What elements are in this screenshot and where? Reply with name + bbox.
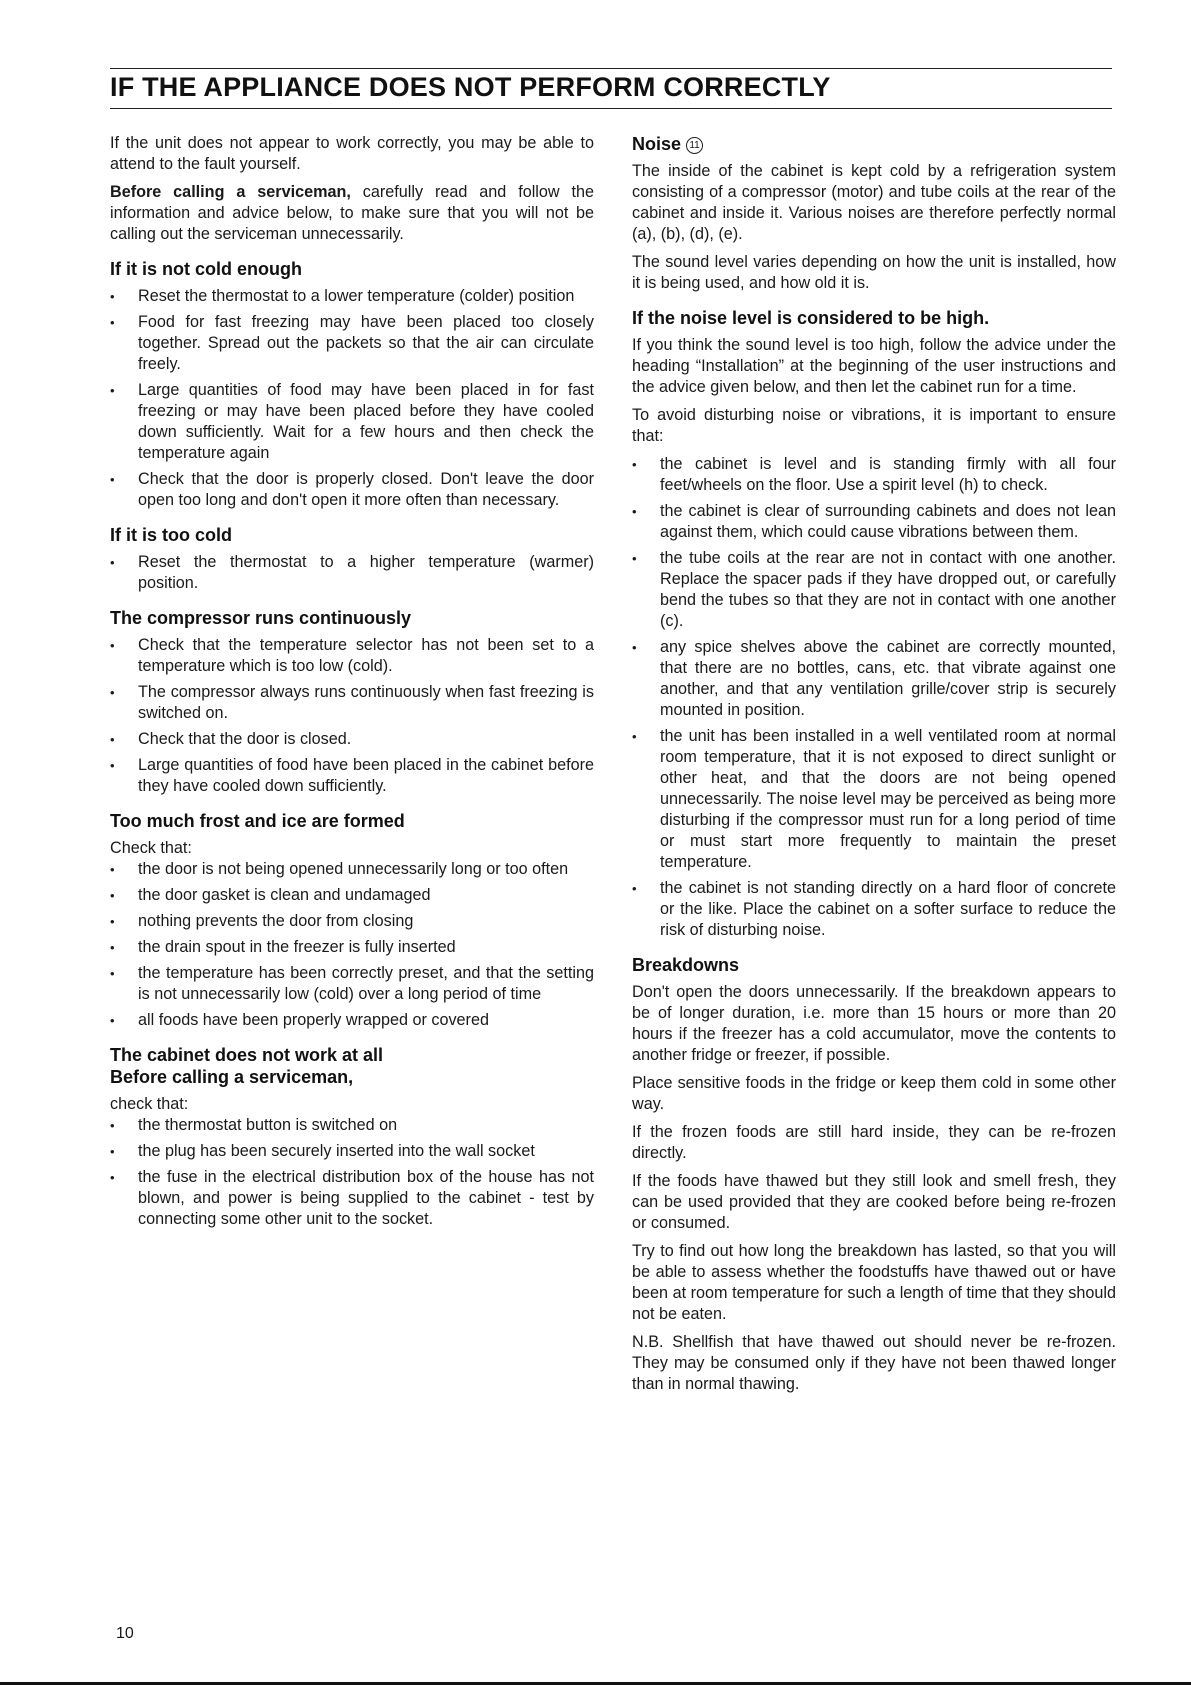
list-item: • the cabinet is clear of surrounding cabinets and does not lean against them, which could cause vibrations between them. — [632, 501, 1116, 543]
page-title: IF THE APPLIANCE DOES NOT PERFORM CORRECTLY — [110, 72, 831, 102]
check-that-label: Check that: — [110, 839, 192, 857]
breakdowns-paragraph-6: N.B. Shellfish that have thawed out should never be re-frozen. They may be consumed only if they have not been thawed longer than in normal thawing. — [632, 1333, 1116, 1393]
list-item: • Check that the door is properly closed. Don't leave the door open too long and don't open it more often than necessary. — [110, 469, 594, 511]
heading-not-cold-enough: If it is not cold enough — [110, 259, 302, 279]
heading-frost-ice: Too much frost and ice are formed — [110, 811, 405, 831]
list-item: • Reset the thermostat to a higher temperature (warmer) position. — [110, 552, 594, 594]
list-item: • Large quantities of food have been placed in the cabinet before they have cooled down sufficiently. — [110, 755, 594, 797]
title-underline — [110, 108, 1112, 109]
list-frost-ice — [110, 859, 594, 1031]
breakdowns-paragraph-4: If the foods have thawed but they still look and smell fresh, they can be used provided that they are cooked before being re-frozen or consumed. — [632, 1172, 1116, 1232]
list-item: • all foods have been properly wrapped or covered — [110, 1010, 594, 1031]
list-item: • Check that the door is closed. — [110, 729, 594, 750]
breakdowns-paragraph-5: Try to find out how long the breakdown has lasted, so that you will be able to assess whether the foodstuffs have thawed out or have been at room temperature for such a length of time that they should not be eaten. — [632, 1242, 1116, 1323]
noise-paragraph-2: The sound level varies depending on how the unit is installed, how it is being used, and how old it is. — [632, 253, 1116, 292]
list-item: • the cabinet is not standing directly on a hard floor of concrete or the like. Place the cabinet on a softer surface to reduce the risk of disturbing noise. — [632, 878, 1116, 941]
list-noise-high — [632, 454, 1116, 941]
list-item: • the unit has been installed in a well ventilated room at normal room temperature, that it is not exposed to direct sunlight or other heat, and that the doors are not being opened unnecessarily. The noise level may be perceived as being more disturbing if the compressor must run for a long period of time or must start more frequently to maintain the preset temperature. — [632, 726, 1116, 873]
heading-breakdowns: Breakdowns — [632, 955, 740, 975]
heading-noise — [632, 133, 1116, 155]
list-item: • the drain spout in the freezer is fully inserted — [110, 937, 594, 958]
list-item: • the fuse in the electrical distribution box of the house has not blown, and power is being supplied to the cabinet - test by connecting some other unit to the socket. — [110, 1167, 594, 1230]
breakdowns-paragraph-2: Place sensitive foods in the fridge or keep them cold in some other way. — [632, 1074, 1116, 1113]
list-item: • the door is not being opened unnecessarily long or too often — [110, 859, 594, 880]
heading-line-2: Before calling a serviceman, — [110, 1067, 354, 1087]
left-column — [110, 133, 594, 1236]
list-cabinet-not-working — [110, 1115, 594, 1230]
heading-compressor-runs: The compressor runs continuously — [110, 608, 412, 628]
list-too-cold — [110, 552, 594, 594]
heading-noise-high: If the noise level is considered to be high. — [632, 308, 990, 328]
heading-line-1: The cabinet does not work at all — [110, 1045, 384, 1065]
list-item: • the plug has been securely inserted into the wall socket — [110, 1141, 594, 1162]
breakdowns-paragraph-3: If the frozen foods are still hard inside, they can be re-frozen directly. — [632, 1123, 1116, 1162]
intro-paragraph: If the unit does not appear to work correctly, you may be able to attend to the fault yourself. — [110, 134, 594, 173]
noise-heading-text: Noise — [632, 134, 682, 154]
before-calling-bold: Before calling a serviceman, — [110, 183, 351, 201]
list-item: • nothing prevents the door from closing — [110, 911, 594, 932]
list-item: • the temperature has been correctly preset, and that the setting is not unnecessarily low (cold) over a long period of time — [110, 963, 594, 1005]
right-column — [632, 133, 1116, 1402]
heading-cabinet-not-working — [110, 1044, 594, 1088]
list-item: • any spice shelves above the cabinet are correctly mounted, that there are no bottles, cans, etc. that vibrate against one another, and that any ventilation grille/cover strip is securely mounted in position. — [632, 637, 1116, 721]
list-item: • the cabinet is level and is standing firmly with all four feet/wheels on the floor. Use a spirit level (h) to check. — [632, 454, 1116, 496]
list-item: • Check that the temperature selector has not been set to a temperature which is too low (cold). — [110, 635, 594, 677]
heading-too-cold: If it is too cold — [110, 525, 232, 545]
before-calling-text: carefully read and follow the information and advice below, to make sure that you will not be calling out the serviceman unnecessarily. — [110, 183, 594, 243]
before-calling-paragraph — [110, 182, 594, 245]
noise-high-paragraph-2: To avoid disturbing noise or vibrations, it is important to ensure that: — [632, 406, 1116, 445]
list-item: • the door gasket is clean and undamaged — [110, 885, 594, 906]
page-number: 10 — [116, 1625, 134, 1642]
list-item: • the thermostat button is switched on — [110, 1115, 594, 1136]
top-rule — [110, 68, 1112, 69]
list-compressor-runs — [110, 635, 594, 797]
check-that-label: check that: — [110, 1095, 189, 1113]
list-not-cold-enough — [110, 286, 594, 511]
list-item: • Reset the thermostat to a lower temperature (colder) position — [110, 286, 594, 307]
list-item: • Large quantities of food may have been placed in for fast freezing or may have been placed before they have cooled down sufficiently. Wait for a few hours and then check the temperature again — [110, 380, 594, 464]
list-item: • Food for fast freezing may have been placed too closely together. Spread out the packets so that the air can circulate freely. — [110, 312, 594, 375]
list-item: • The compressor always runs continuously when fast freezing is switched on. — [110, 682, 594, 724]
noise-high-paragraph-1: If you think the sound level is too high, follow the advice under the heading “Installation” at the beginning of the user instructions and the advice given below, and then let the cabinet run for a time. — [632, 336, 1116, 396]
list-item: • the tube coils at the rear are not in contact with one another. Replace the spacer pads if they have dropped out, or carefully bend the tubes so that they are not in contact with one another (c). — [632, 548, 1116, 632]
figure-reference-icon: 11 — [686, 137, 703, 154]
noise-paragraph-1: The inside of the cabinet is kept cold by a refrigeration system consisting of a compressor (motor) and tube coils at the rear of the cabinet and inside it. Various noises are therefore perfectly normal (a), (b), (d), (e). — [632, 162, 1116, 243]
breakdowns-paragraph-1: Don't open the doors unnecessarily. If the breakdown appears to be of longer duration, i.e. more than 15 hours or more than 20 hours if the freezer has a cold accumulator, move the contents to another fridge or freezer, if possible. — [632, 983, 1116, 1064]
